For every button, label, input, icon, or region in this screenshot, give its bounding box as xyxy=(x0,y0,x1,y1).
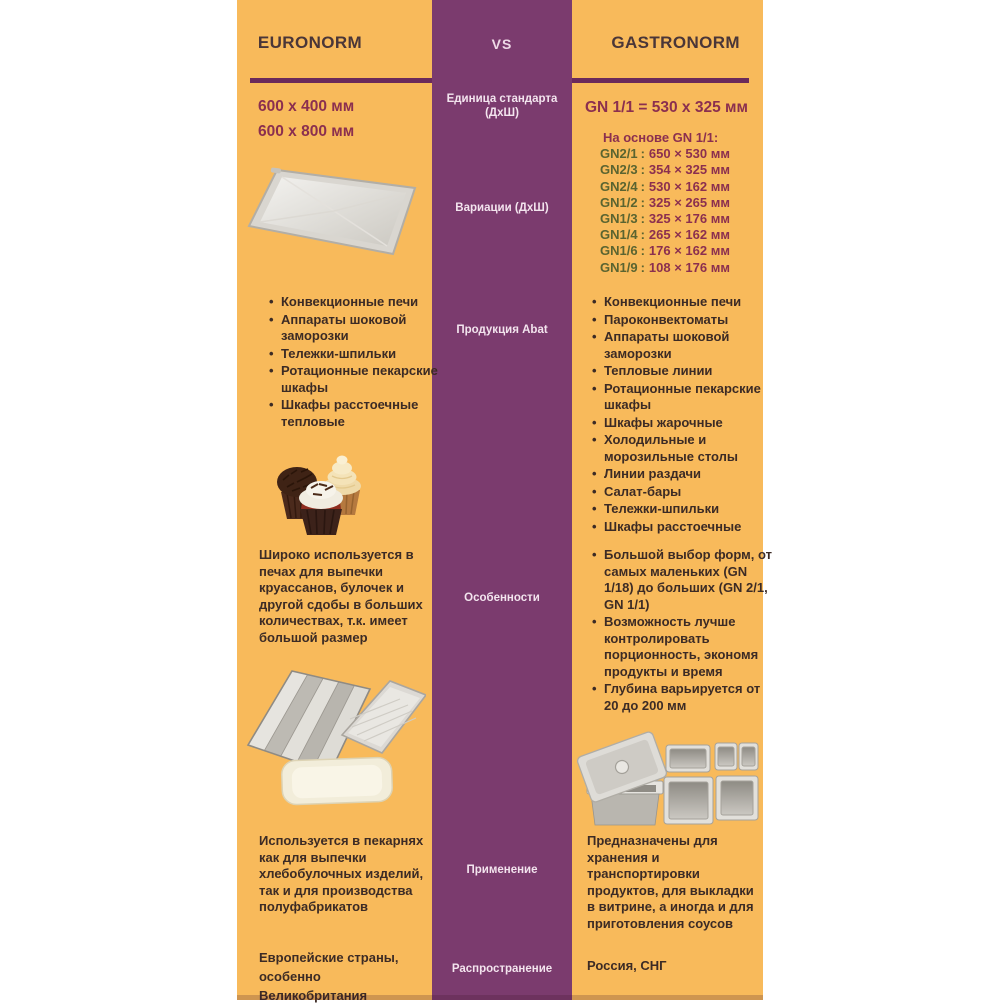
gn-pans-bottom xyxy=(664,776,758,824)
product-item: • Конвекционные печи xyxy=(604,294,774,311)
product-item: • Конвекционные печи xyxy=(281,294,446,311)
euronorm-size-line: 600 x 800 мм xyxy=(258,122,355,140)
variation-code: GN1/6 xyxy=(600,243,638,259)
section-label-standard-unit: Единица стандарта (ДхШ) xyxy=(446,93,558,119)
variation-row xyxy=(600,260,730,276)
feature-item: • Глубина варьируется от 20 до 200 мм xyxy=(604,681,776,714)
gastronorm-variations xyxy=(600,130,730,276)
baguette-tray xyxy=(248,671,370,773)
product-item: • Салат-бары xyxy=(604,484,774,501)
variation-size: 530 × 162 мм xyxy=(648,178,730,194)
variation-separator: : xyxy=(640,178,645,194)
variations-intro: На основе GN 1/1: xyxy=(603,130,719,145)
gastronorm-products-list xyxy=(590,294,774,536)
tray-set-drawing xyxy=(242,661,426,807)
variation-row xyxy=(600,195,730,211)
gn-pans-top xyxy=(666,743,758,772)
variation-separator: : xyxy=(640,162,645,178)
baking-sheet-drawing xyxy=(247,160,423,264)
variation-size: 354 × 325 мм xyxy=(648,162,730,178)
product-item: • Аппараты шоковой заморозки xyxy=(604,329,774,362)
variation-row xyxy=(600,243,730,259)
variation-separator: : xyxy=(640,259,645,275)
product-item: • Шкафы расстоечные xyxy=(604,519,774,536)
gastronorm-set-image xyxy=(574,725,759,829)
gastronorm-title: GASTRONORM xyxy=(611,33,740,52)
section-label-products: Продукция Abat xyxy=(456,324,548,336)
right-header-divider xyxy=(572,78,749,83)
variation-separator: : xyxy=(640,227,645,243)
white-tray xyxy=(281,757,392,805)
euronorm-size-line: 600 x 400 мм xyxy=(258,98,355,115)
variation-code: GN1/3 xyxy=(600,211,638,227)
variation-separator: : xyxy=(640,146,645,162)
gastronorm-features-list xyxy=(590,547,776,715)
bottom-edge-shadow xyxy=(237,995,763,1000)
variation-separator: : xyxy=(640,194,645,210)
product-item: • Линии раздачи xyxy=(604,466,774,483)
variation-size: 325 × 265 мм xyxy=(648,194,730,210)
variation-row xyxy=(600,227,730,243)
tray-set-image xyxy=(242,661,426,807)
gastronorm-set-drawing xyxy=(574,725,759,829)
section-label-distribution: Распространение xyxy=(451,963,553,975)
comparison-infographic xyxy=(237,0,772,1003)
product-item: • Аппараты шоковой заморозки xyxy=(281,312,446,345)
variation-code: GN2/4 xyxy=(600,178,638,194)
euronorm-features-text: Широко используется в печах для выпечки круассанов, булочек и другой сдобы в больших количествах, т.к. имеет большой размер xyxy=(259,547,423,645)
product-item: • Шкафы расстоечные тепловые xyxy=(281,397,446,430)
variation-size: 265 × 162 мм xyxy=(648,227,730,243)
variation-row xyxy=(600,211,730,227)
variation-size: 650 × 530 мм xyxy=(648,146,730,162)
product-item: • Тележки-шпильки xyxy=(281,346,446,363)
vs-label: VS xyxy=(491,36,513,52)
variation-code: GN1/2 xyxy=(600,194,638,210)
product-item: • Ротационные пекарские шкафы xyxy=(281,363,446,396)
product-item: • Ротационные пекарские шкафы xyxy=(604,381,774,414)
left-header-divider xyxy=(250,78,432,83)
variation-code: GN1/4 xyxy=(600,227,638,243)
feature-item: • Возможность лучше контролировать порционность, экономя продукты и время xyxy=(604,614,776,680)
gastronorm-distribution-text: Россия, СНГ xyxy=(587,958,667,973)
product-item: • Тележки-шпильки xyxy=(604,501,774,518)
cupcakes-drawing xyxy=(267,436,371,538)
euronorm-sizes xyxy=(258,95,354,144)
feature-item: • Большой выбор форм, от самых маленьких (GN 1/18) до больших (GN 2/1, GN 1/1) xyxy=(604,547,776,613)
section-label-variations: Вариации (ДхШ) xyxy=(455,202,549,214)
product-item: • Холодильные и морозильные столы xyxy=(604,432,774,465)
section-label-features: Особенности xyxy=(464,592,540,604)
euronorm-application-text: Используется в пекарнях как для выпечки хлебобулочных изделий, так и для производства полуфабрикатов xyxy=(259,833,424,914)
gastronorm-application-text: Предназначены для хранения и транспортировки продуктов, для выкладки в витрине, а иногда и для приготовления соусов xyxy=(587,833,754,931)
center-column-panel xyxy=(432,0,572,1000)
variations-list xyxy=(600,146,730,276)
variation-separator: : xyxy=(640,211,645,227)
variation-row xyxy=(600,146,730,162)
variation-size: 325 × 176 мм xyxy=(648,211,730,227)
baking-sheet-image xyxy=(247,160,423,264)
gastronorm-base-size: GN 1/1 = 530 x 325 мм xyxy=(585,99,748,116)
variation-code: GN1/9 xyxy=(600,259,638,275)
variation-code: GN2/3 xyxy=(600,162,638,178)
section-label-application: Применение xyxy=(466,864,538,876)
variation-size: 176 × 162 мм xyxy=(648,243,730,259)
variation-separator: : xyxy=(640,243,645,259)
variation-row xyxy=(600,179,730,195)
euronorm-products-list xyxy=(268,294,446,431)
euronorm-distribution-text: Европейские страны, особенно Великобритания xyxy=(259,950,399,1003)
variation-row xyxy=(600,162,730,178)
variation-code: GN2/1 xyxy=(600,146,638,162)
product-item: • Пароконвектоматы xyxy=(604,312,774,329)
product-item: • Шкафы жарочные xyxy=(604,415,774,432)
product-item: • Тепловые линии xyxy=(604,363,774,380)
euronorm-title: EURONORM xyxy=(257,33,363,52)
cupcakes-image xyxy=(267,436,371,538)
variation-size: 108 × 176 мм xyxy=(648,259,730,275)
